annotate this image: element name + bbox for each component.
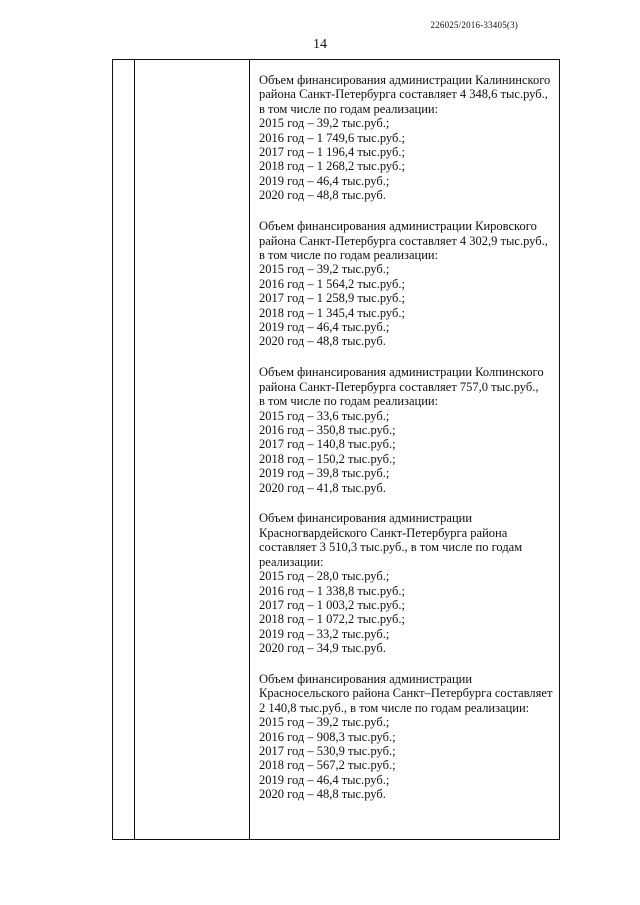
funding-intro-line: составляет 3 510,3 тыс.руб., в том числе по годам <box>259 540 523 555</box>
funding-block <box>259 511 557 655</box>
funding-year-line: 2017 год – 1 003,2 тыс.руб.; <box>259 597 405 612</box>
funding-year-line: 2016 год – 908,3 тыс.руб.; <box>259 729 396 744</box>
funding-block <box>259 73 557 203</box>
table-frame <box>112 59 560 840</box>
funding-year-line: 2019 год – 46,4 тыс.руб.; <box>259 173 390 188</box>
funding-intro-line: района Санкт-Петербурга составляет 4 302,9 тыс.руб., <box>259 233 548 248</box>
funding-year-line: 2016 год – 1 338,8 тыс.руб.; <box>259 583 405 598</box>
funding-year-line: 2016 год – 1 564,2 тыс.руб.; <box>259 276 405 291</box>
funding-year-line: 2018 год – 1 072,2 тыс.руб.; <box>259 612 405 627</box>
funding-intro-line: 2 140,8 тыс.руб., в том числе по годам реализации: <box>259 700 530 715</box>
funding-intro-line: в том числе по годам реализации: <box>259 247 439 262</box>
funding-intro-line: Объем финансирования администрации Колпинского <box>259 365 544 380</box>
funding-year-line: 2020 год – 48,8 тыс.руб. <box>259 334 386 349</box>
funding-year-line: 2020 год – 48,8 тыс.руб. <box>259 787 386 802</box>
funding-year-line: 2018 год – 1 268,2 тыс.руб.; <box>259 159 405 174</box>
funding-year-line: 2015 год – 33,6 тыс.руб.; <box>259 408 390 423</box>
funding-year-line: 2017 год – 1 196,4 тыс.руб.; <box>259 145 405 160</box>
funding-intro-line: района Санкт-Петербурга составляет 4 348,6 тыс.руб., <box>259 87 548 102</box>
funding-intro-line: Красносельского района Санкт–Петербурга составляет <box>259 686 553 701</box>
funding-year-line: 2018 год – 567,2 тыс.руб.; <box>259 758 396 773</box>
funding-year-line: 2017 год – 1 258,9 тыс.руб.; <box>259 291 405 306</box>
funding-year-line: 2017 год – 530,9 тыс.руб.; <box>259 744 396 759</box>
funding-intro-line: Красногвардейского Санкт-Петербурга района <box>259 525 508 540</box>
funding-year-line: 2016 год – 350,8 тыс.руб.; <box>259 422 396 437</box>
column-divider <box>249 60 250 839</box>
funding-year-line: 2018 год – 1 345,4 тыс.руб.; <box>259 305 405 320</box>
funding-year-line: 2015 год – 39,2 тыс.руб.; <box>259 262 390 277</box>
funding-block <box>259 365 557 495</box>
funding-year-line: 2017 год – 140,8 тыс.руб.; <box>259 437 396 452</box>
page-number: 14 <box>313 37 327 52</box>
funding-year-line: 2020 год – 34,9 тыс.руб. <box>259 641 386 656</box>
funding-year-line: 2019 год – 46,4 тыс.руб.; <box>259 320 390 334</box>
funding-year-line: 2015 год – 39,2 тыс.руб.; <box>259 116 390 131</box>
funding-intro-line: Объем финансирования администрации Кировского <box>259 219 537 234</box>
funding-intro-line: Объем финансирования администрации <box>259 511 473 526</box>
funding-intro-line: Объем финансирования администрации Калининского <box>259 73 551 87</box>
funding-intro-line: в том числе по годам реализации: <box>259 101 439 116</box>
funding-year-line: 2015 год – 39,2 тыс.руб.; <box>259 715 390 730</box>
funding-intro-line: в том числе по годам реализации: <box>259 394 439 409</box>
funding-intro-line: реализации: <box>259 554 324 569</box>
funding-year-line: 2020 год – 48,8 тыс.руб. <box>259 188 386 203</box>
table-cell-text <box>259 73 557 818</box>
funding-year-line: 2019 год – 46,4 тыс.руб.; <box>259 772 390 787</box>
funding-year-line: 2016 год – 1 749,6 тыс.руб.; <box>259 130 405 145</box>
funding-block <box>259 672 557 802</box>
funding-block <box>259 219 557 349</box>
funding-year-line: 2020 год – 41,8 тыс.руб. <box>259 480 386 495</box>
funding-year-line: 2019 год – 33,2 тыс.руб.; <box>259 626 390 641</box>
funding-year-line: 2019 год – 39,8 тыс.руб.; <box>259 466 390 481</box>
funding-intro-line: района Санкт-Петербурга составляет 757,0 тыс.руб., <box>259 379 539 394</box>
funding-year-line: 2018 год – 150,2 тыс.руб.; <box>259 451 396 466</box>
funding-year-line: 2015 год – 28,0 тыс.руб.; <box>259 569 390 584</box>
column-divider <box>134 60 135 839</box>
funding-intro-line: Объем финансирования администрации <box>259 672 473 687</box>
document-code: 226025/2016-33405(3) <box>430 20 518 30</box>
